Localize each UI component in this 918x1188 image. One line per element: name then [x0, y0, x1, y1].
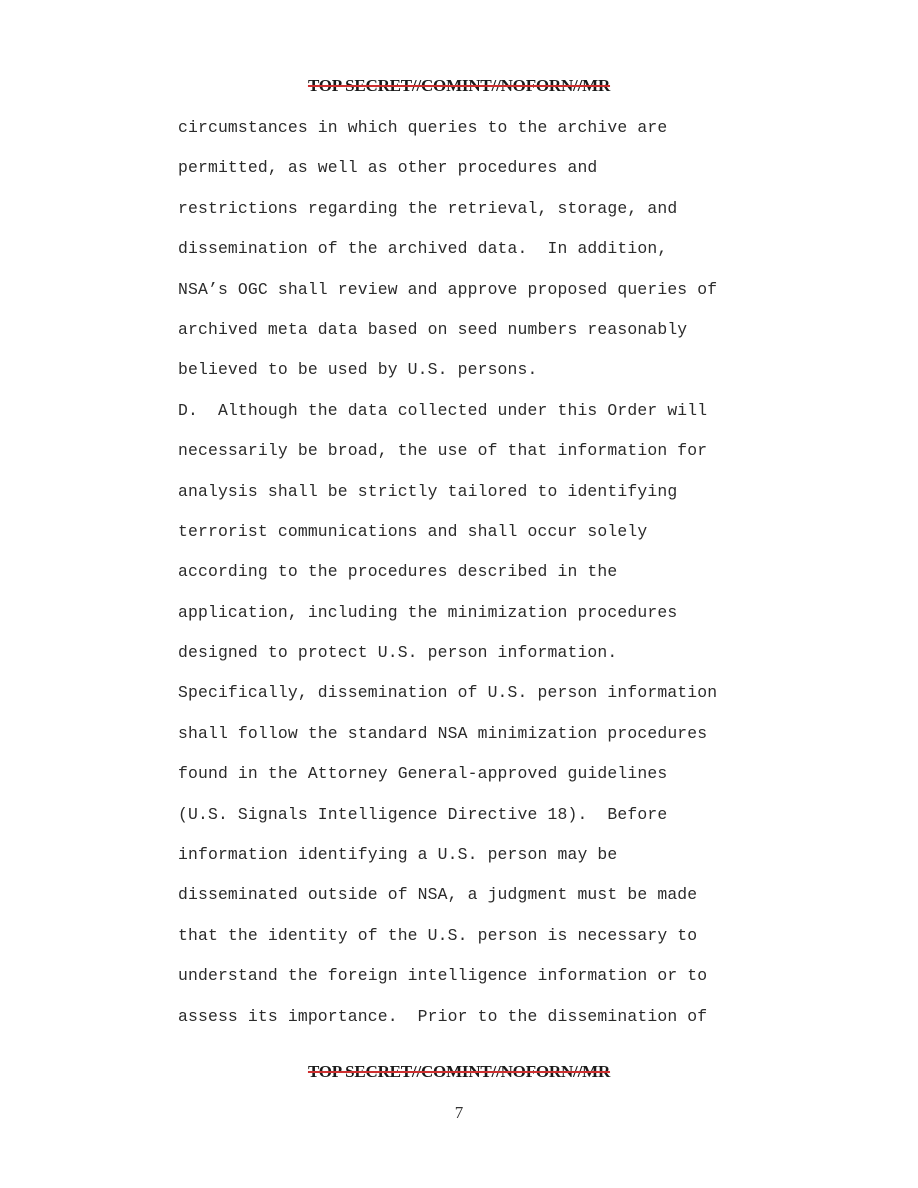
- text-line: according to the procedures described in the: [178, 562, 618, 582]
- text-line: understand the foreign intelligence information or to: [178, 966, 708, 986]
- text-line: restrictions regarding the retrieval, storage, and: [178, 198, 678, 218]
- text-line: that the identity of the U.S. person is necessary to: [178, 925, 698, 945]
- bottom-classification-marking: TOP SECRET//COMINT//NOFORN//MR: [307, 1062, 611, 1081]
- text-line: dissemination of the archived data. In addition,: [178, 239, 668, 259]
- text-line: believed to be used by U.S. persons.: [178, 360, 538, 380]
- text-line: found in the Attorney General-approved guidelines: [178, 764, 668, 784]
- text-line: necessarily be broad, the use of that information for: [178, 441, 708, 461]
- text-line: disseminated outside of NSA, a judgment must be made: [178, 885, 698, 905]
- text-line: designed to protect U.S. person information.: [178, 643, 618, 663]
- text-line: circumstances in which queries to the archive are: [178, 118, 668, 137]
- text-line: terrorist communications and shall occur solely: [178, 521, 648, 541]
- text-line: Specifically, dissemination of U.S. person information: [178, 683, 718, 703]
- text-line: D. Although the data collected under this Order will: [178, 400, 708, 420]
- document-body: [178, 114, 778, 1043]
- text-line: (U.S. Signals Intelligence Directive 18). Before: [178, 804, 668, 824]
- top-classification-marking: TOP SECRET//COMINT//NOFORN//MR: [307, 76, 611, 95]
- text-line: permitted, as well as other procedures and: [178, 158, 598, 178]
- text-line: information identifying a U.S. person may be: [178, 845, 618, 865]
- text-line: NSA’s OGC shall review and approve proposed queries of: [178, 279, 718, 299]
- page-number: 7: [454, 1103, 464, 1122]
- text-line: application, including the minimization procedures: [178, 602, 678, 622]
- text-line: archived meta data based on seed numbers reasonably: [178, 319, 688, 339]
- text-line: analysis shall be strictly tailored to identifying: [178, 481, 678, 501]
- text-line: assess its importance. Prior to the dissemination of: [178, 1006, 708, 1026]
- text-line: shall follow the standard NSA minimization procedures: [178, 723, 708, 743]
